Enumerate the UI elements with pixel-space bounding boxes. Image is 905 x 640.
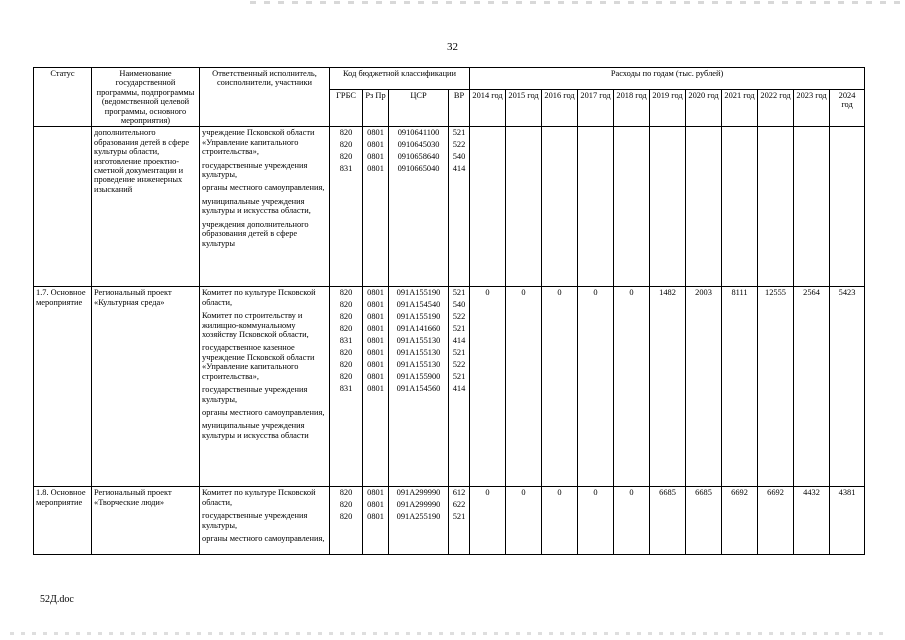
csr-cell	[389, 127, 449, 287]
header-budget-code: Код бюджетной классификации	[330, 68, 470, 90]
rzpr-value: 0801	[367, 140, 384, 150]
header-name: Наименование государственной программы, подпрограммы (ведомственной целевой программы, основного мероприятия)	[92, 68, 200, 127]
year-value	[578, 127, 614, 287]
rzpr-value: 0801	[367, 164, 384, 174]
rzpr-value: 0801	[367, 512, 384, 522]
rzpr-value: 0801	[367, 324, 384, 334]
year-value: 2564	[794, 287, 830, 487]
responsible-item: органы местного самоуправления,	[202, 534, 325, 544]
grbs-cell	[330, 127, 363, 287]
year-value	[830, 127, 865, 287]
vr-value: 521	[452, 128, 466, 138]
year-value: 6692	[758, 487, 794, 555]
rzpr-value: 0801	[367, 152, 384, 162]
csr-value: 091A155130	[396, 348, 441, 358]
vr-cell	[449, 487, 470, 555]
grbs-value: 820	[339, 360, 353, 370]
year-value: 4381	[830, 487, 865, 555]
rzpr-value: 0801	[367, 500, 384, 510]
csr-cell	[389, 287, 449, 487]
responsible-item: органы местного самоуправления,	[202, 183, 325, 193]
csr-value: 091A154560	[396, 384, 441, 394]
grbs-value: 820	[339, 152, 353, 162]
responsible-item: учреждение Псковской области «Управление капитального строительства»,	[202, 128, 315, 157]
year-value: 12555	[758, 287, 794, 487]
year-value: 6685	[650, 487, 686, 555]
scan-artifact-bottom	[10, 632, 890, 635]
vr-value: 612	[452, 488, 466, 498]
year-value: 5423	[830, 287, 865, 487]
vr-value: 540	[452, 152, 466, 162]
rzpr-value: 0801	[367, 360, 384, 370]
grbs-value: 820	[339, 324, 353, 334]
responsible-item: Комитет по культуре Псковской области,	[202, 488, 316, 507]
year-value	[758, 127, 794, 287]
grbs-value: 820	[339, 348, 353, 358]
grbs-cell	[330, 287, 363, 487]
responsible-item: муниципальные учреждения культуры и искусства области,	[202, 196, 311, 216]
csr-value: 0910645030	[397, 140, 440, 150]
status-cell: 1.7. Основное мероприятие	[34, 287, 92, 487]
vr-value: 622	[452, 500, 466, 510]
rzpr-value: 0801	[367, 384, 384, 394]
scan-artifact-top	[250, 1, 900, 4]
year-value: 0	[614, 487, 650, 555]
responsible-item: государственные учреждения культуры,	[202, 511, 308, 530]
status-cell: 1.8. Основное мероприятие	[34, 487, 92, 555]
year-value	[794, 127, 830, 287]
year-value	[470, 127, 506, 287]
responsible-item: государственные учреждения культуры,	[202, 385, 308, 404]
year-value: 0	[542, 287, 578, 487]
vr-value: 414	[452, 164, 466, 174]
csr-value: 0910641100	[397, 128, 440, 138]
responsible-item: Комитет по культуре Псковской области,	[202, 288, 316, 307]
responsible-item: учреждения дополнительного образования детей в сфере культуры	[202, 219, 309, 248]
rzpr-value: 0801	[367, 372, 384, 382]
header-responsible: Ответственный исполнитель, соисполнители, участники	[200, 68, 330, 127]
responsible-item: органы местного самоуправления,	[202, 407, 325, 417]
year-value	[650, 127, 686, 287]
vr-value: 521	[452, 288, 466, 298]
header-status: Статус	[34, 68, 92, 127]
header-year: 2019 год	[650, 89, 686, 127]
year-value: 4432	[794, 487, 830, 555]
name-cell: дополнительного образования детей в сфере культуры области, изготовление проектно-сметной документации и проведение инженерных изысканий	[92, 127, 200, 287]
name-cell: Региональный проект «Творческие люди»	[92, 487, 200, 555]
responsible-item: Комитет по строительству и жилищно-коммунальному хозяйству Псковской области,	[202, 311, 309, 340]
grbs-value: 820	[339, 288, 353, 298]
header-vr: ВР	[449, 89, 470, 127]
csr-value: 091A155130	[396, 336, 441, 346]
grbs-value: 820	[339, 128, 353, 138]
header-row-1	[34, 68, 865, 90]
responsible-item: муниципальные учреждения культуры и искусства области	[202, 421, 309, 440]
rzpr-value: 0801	[367, 312, 384, 322]
rzpr-cell	[363, 487, 389, 555]
header-year: 2022 год	[758, 89, 794, 127]
rzpr-value: 0801	[367, 128, 384, 138]
grbs-cell	[330, 487, 363, 555]
vr-value: 414	[452, 384, 466, 394]
header-year: 2018 год	[614, 89, 650, 127]
year-value: 0	[542, 487, 578, 555]
year-value	[722, 127, 758, 287]
budget-table	[33, 67, 865, 555]
responsible-cell	[200, 287, 330, 487]
rzpr-value: 0801	[367, 300, 384, 310]
year-value: 0	[470, 487, 506, 555]
header-grbs: ГРБС	[330, 89, 363, 127]
csr-value: 091A141660	[396, 324, 441, 334]
page-number: 32	[447, 41, 458, 53]
year-value: 0	[578, 287, 614, 487]
responsible-cell	[200, 487, 330, 555]
rzpr-value: 0801	[367, 348, 384, 358]
header-year: 2020 год	[686, 89, 722, 127]
year-value: 0	[470, 287, 506, 487]
header-year: 2024 год	[830, 89, 865, 127]
header-rzpr: Рз Пр	[363, 89, 389, 127]
footer-filename: 52Д.doc	[40, 594, 74, 605]
grbs-value: 820	[339, 488, 353, 498]
grbs-value: 831	[339, 336, 353, 346]
year-value: 6685	[686, 487, 722, 555]
year-value: 0	[506, 487, 542, 555]
csr-cell	[389, 487, 449, 555]
rzpr-value: 0801	[367, 488, 384, 498]
csr-value: 0910665040	[397, 164, 440, 174]
vr-value: 521	[452, 372, 466, 382]
csr-value: 091A155130	[396, 360, 441, 370]
csr-value: 091A155190	[396, 312, 441, 322]
grbs-value: 820	[339, 312, 353, 322]
vr-value: 540	[452, 300, 466, 310]
header-expenses: Расходы по годам (тыс. рублей)	[470, 68, 865, 90]
responsible-cell	[200, 127, 330, 287]
vr-value: 414	[452, 336, 466, 346]
year-value: 8111	[722, 287, 758, 487]
grbs-value: 831	[339, 164, 353, 174]
rzpr-cell	[363, 127, 389, 287]
csr-value: 091A255190	[396, 512, 441, 522]
year-value: 1482	[650, 287, 686, 487]
header-year: 2021 год	[722, 89, 758, 127]
csr-value: 091A299990	[396, 488, 441, 498]
grbs-value: 820	[339, 512, 353, 522]
csr-value: 091A155190	[396, 288, 441, 298]
vr-cell	[449, 127, 470, 287]
rzpr-cell	[363, 287, 389, 487]
year-value: 2003	[686, 287, 722, 487]
year-value: 0	[506, 287, 542, 487]
header-year: 2015 год	[506, 89, 542, 127]
vr-value: 522	[452, 140, 466, 150]
header-csr: ЦСР	[389, 89, 449, 127]
responsible-item: государственное казенное учреждение Псковской области «Управление капитального строительства»,	[202, 343, 315, 381]
year-value	[614, 127, 650, 287]
table-row	[34, 287, 865, 487]
header-year: 2023 год	[794, 89, 830, 127]
vr-value: 521	[452, 348, 466, 358]
header-year: 2014 год	[470, 89, 506, 127]
rzpr-value: 0801	[367, 288, 384, 298]
header-year: 2016 год	[542, 89, 578, 127]
grbs-value: 820	[339, 500, 353, 510]
vr-value: 522	[452, 360, 466, 370]
vr-value: 522	[452, 312, 466, 322]
status-cell	[34, 127, 92, 287]
grbs-value: 831	[339, 384, 353, 394]
responsible-item: государственные учреждения культуры,	[202, 160, 308, 180]
header-year: 2017 год	[578, 89, 614, 127]
year-value	[542, 127, 578, 287]
csr-value: 091A155900	[396, 372, 441, 382]
year-value	[506, 127, 542, 287]
vr-value: 521	[452, 324, 466, 334]
vr-value: 521	[452, 512, 466, 522]
csr-value: 0910658640	[397, 152, 440, 162]
grbs-value: 820	[339, 140, 353, 150]
table-row	[34, 127, 865, 287]
vr-cell	[449, 287, 470, 487]
year-value: 0	[614, 287, 650, 487]
csr-value: 091A154540	[396, 300, 441, 310]
year-value: 6692	[722, 487, 758, 555]
table-row	[34, 487, 865, 555]
grbs-value: 820	[339, 300, 353, 310]
rzpr-value: 0801	[367, 336, 384, 346]
year-value	[686, 127, 722, 287]
csr-value: 091A299990	[396, 500, 441, 510]
grbs-value: 820	[339, 372, 353, 382]
year-value: 0	[578, 487, 614, 555]
name-cell: Региональный проект «Культурная среда»	[92, 287, 200, 487]
